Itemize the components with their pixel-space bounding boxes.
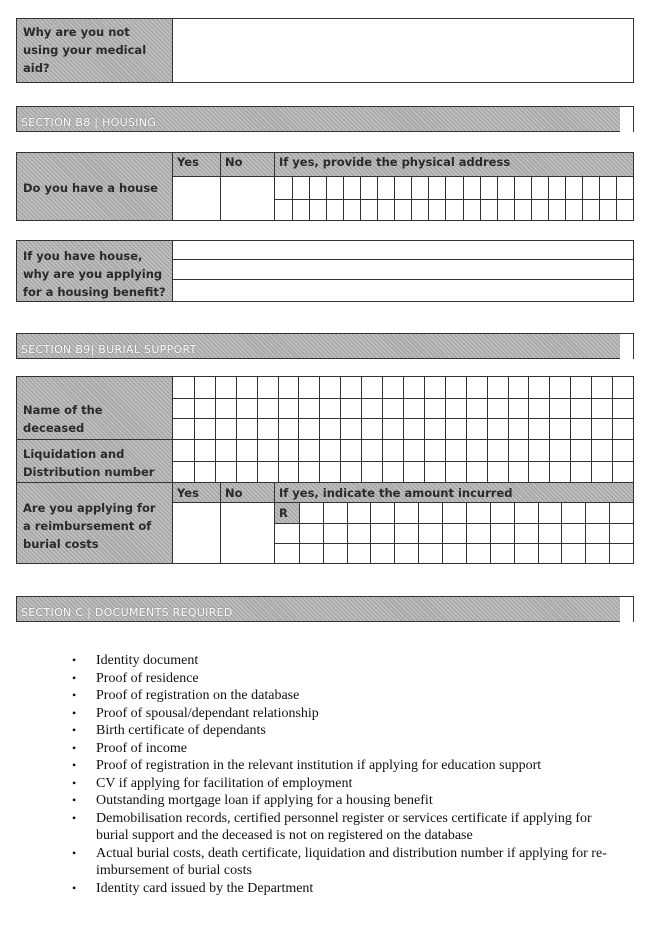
document-item: • Identity card issued by the Department	[72, 880, 612, 898]
house-address-header	[274, 152, 634, 177]
section-b8-header-end	[620, 106, 634, 132]
grid-line	[370, 503, 371, 563]
deceased-name-grid[interactable]	[172, 376, 634, 440]
grid-line	[173, 461, 633, 462]
document-item: • Proof of registration in the relevant institution if applying for education support	[72, 757, 612, 775]
grid-line	[298, 377, 299, 439]
liquidation-number-grid[interactable]	[172, 439, 634, 483]
amount-header	[274, 482, 634, 503]
grid-line	[466, 377, 467, 439]
document-item: • Proof of spousal/dependant relationship	[72, 705, 612, 723]
house-yes-label: Yes	[177, 155, 199, 169]
document-item: • CV if applying for facilitation of employment	[72, 775, 612, 793]
liquidation-text: Liquidation and Distribution number	[23, 447, 155, 479]
document-item: • Birth certificate of dependants	[72, 722, 612, 740]
grid-line	[418, 503, 419, 563]
document-item: • Actual burial costs, death certificate, liquidation and distribution number if applying for re-imbursement of burial costs	[72, 845, 612, 880]
grid-line	[394, 503, 395, 563]
house-no-checkbox[interactable]	[220, 176, 275, 221]
document-item: • Outstanding mortgage loan if applying for a housing benefit	[72, 792, 612, 810]
grid-line	[514, 503, 515, 563]
document-item: • Demobilisation records, certified personnel register or services certificate if applying for burial support and the deceased is not on registered on the database	[72, 810, 612, 845]
house-yes-header	[172, 152, 221, 177]
grid-line	[528, 377, 529, 439]
grid-line	[236, 377, 237, 439]
document-item: • Proof of registration on the database	[72, 687, 612, 705]
grid-line	[549, 377, 550, 439]
amount-grid[interactable]	[274, 502, 634, 564]
grid-line	[466, 503, 467, 563]
grid-line	[275, 199, 633, 200]
grid-line	[319, 377, 320, 439]
section-c-title: SECTION C | DOCUMENTS REQUIRED	[21, 606, 233, 619]
grid-line	[570, 377, 571, 439]
reimburse-yes-header	[172, 482, 221, 503]
section-b9-title: SECTION B9| BURIAL SUPPORT	[21, 343, 197, 356]
grid-line	[403, 377, 404, 439]
grid-line	[508, 377, 509, 439]
grid-line	[275, 523, 633, 524]
grid-line	[442, 503, 443, 563]
medical-aid-question-label	[16, 18, 173, 83]
grid-line	[591, 377, 592, 439]
grid-line	[382, 377, 383, 439]
section-b8-header	[16, 106, 620, 132]
housing-why-text: If you have house, why are you applying for a housing benefit?	[23, 249, 166, 299]
section-c-header-end	[620, 596, 634, 622]
housing-why-line	[173, 259, 633, 260]
liquidation-label	[16, 439, 173, 483]
grid-line	[215, 377, 216, 439]
grid-line	[340, 377, 341, 439]
grid-line	[173, 418, 633, 419]
currency-label: R	[279, 506, 288, 520]
grid-line	[361, 377, 362, 439]
housing-why-label	[16, 240, 173, 302]
house-no-label: No	[225, 155, 243, 169]
grid-line	[612, 377, 613, 439]
section-b8-title: SECTION B8 | HOUSING	[21, 116, 157, 129]
deceased-name-text: Name of the deceased	[23, 403, 103, 435]
reimburse-no-header	[220, 482, 275, 503]
medical-aid-question-text: Why are you not using your medical aid?	[23, 25, 147, 75]
grid-line	[194, 377, 195, 439]
grid-line	[299, 503, 300, 563]
grid-line	[585, 503, 586, 563]
currency-cell	[275, 503, 299, 523]
amount-label: If yes, indicate the amount incurred	[279, 486, 513, 500]
grid-line	[561, 503, 562, 563]
deceased-name-label	[16, 376, 173, 440]
reimburse-yes-checkbox[interactable]	[172, 502, 221, 564]
reimburse-no-label: No	[225, 486, 243, 500]
grid-line	[538, 503, 539, 563]
house-no-header	[220, 152, 275, 177]
reimburse-no-checkbox[interactable]	[220, 502, 275, 564]
grid-line	[257, 377, 258, 439]
house-question-label	[16, 152, 173, 221]
housing-why-answer-field[interactable]	[172, 240, 634, 302]
housing-why-line	[173, 279, 633, 280]
grid-line	[609, 503, 610, 563]
grid-line	[487, 377, 488, 439]
house-address-label: If yes, provide the physical address	[279, 155, 511, 169]
grid-line	[173, 398, 633, 399]
grid-line	[424, 377, 425, 439]
grid-line	[445, 377, 446, 439]
documents-required-list	[72, 652, 612, 897]
grid-line	[347, 503, 348, 563]
document-item: • Proof of residence	[72, 670, 612, 688]
section-b9-header	[16, 333, 620, 359]
section-c-header	[16, 596, 620, 622]
grid-line	[275, 543, 633, 544]
document-item: • Proof of income	[72, 740, 612, 758]
document-item: • Identity document	[72, 652, 612, 670]
reimburse-yes-label: Yes	[177, 486, 199, 500]
medical-aid-answer-field[interactable]	[172, 18, 634, 83]
reimbursement-question-label	[16, 482, 173, 564]
house-yes-checkbox[interactable]	[172, 176, 221, 221]
house-address-grid[interactable]	[274, 176, 634, 221]
section-b9-header-end	[620, 333, 634, 359]
grid-line	[278, 377, 279, 439]
reimbursement-question-text: Are you applying for a reimbursement of burial costs	[23, 501, 156, 551]
grid-line	[490, 503, 491, 563]
grid-line	[323, 503, 324, 563]
house-question-text: Do you have a house	[23, 181, 158, 195]
